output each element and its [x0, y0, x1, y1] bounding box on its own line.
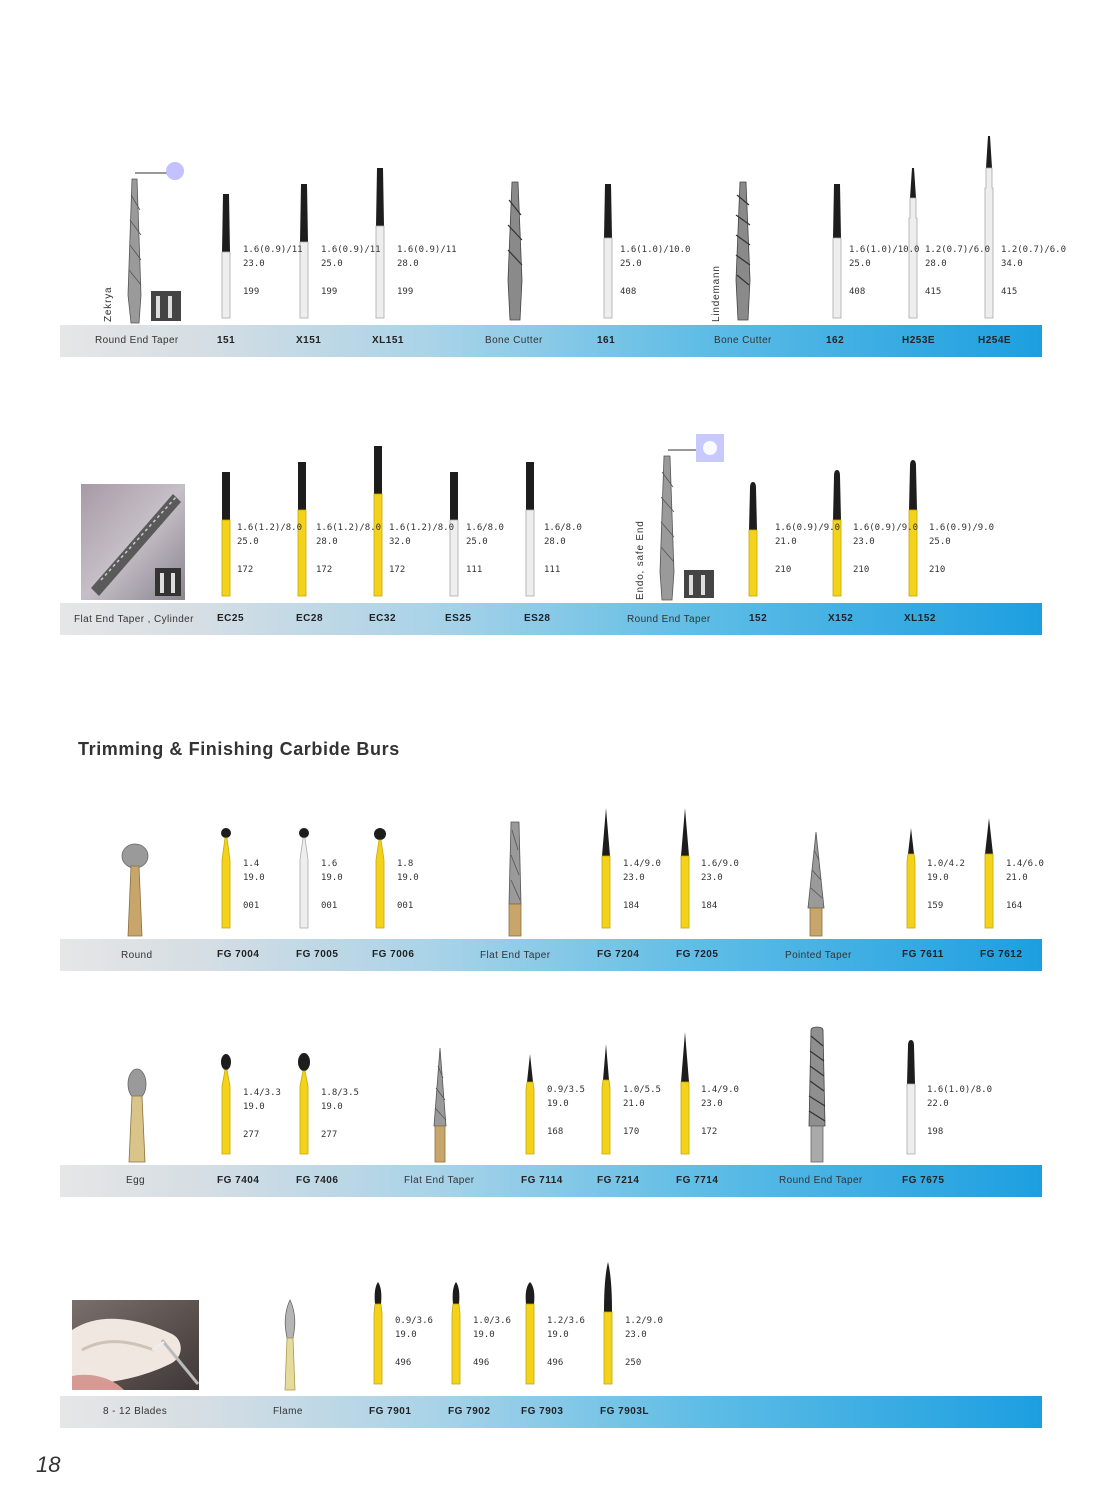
- spec-es25: 1.6/8.0 25.0 111: [466, 523, 504, 575]
- spec-fg7214: 1.0/5.5 21.0 170: [623, 1085, 661, 1137]
- bur-fg7612-image: [981, 816, 997, 930]
- spec-161: 1.6(1.0)/10.0 25.0 408: [620, 245, 691, 297]
- bar-label-bone-cutter-1: Bone Cutter: [485, 335, 543, 346]
- spec-fg7903: 1.2/3.6 19.0 496: [547, 1316, 585, 1368]
- bur-fg7404-image: [218, 1052, 234, 1156]
- code-fg7611: FG 7611: [902, 949, 944, 960]
- spec-fg7006: 1.8 19.0 001: [397, 859, 419, 911]
- spec-ec25: 1.6(1.2)/8.0 25.0 172: [237, 523, 303, 575]
- code-151: 151: [217, 335, 236, 346]
- spec-fg7114: 0.9/3.5 19.0 168: [547, 1085, 585, 1137]
- bone-cutter-image-1: [500, 180, 530, 322]
- round-bur-photo: [116, 842, 156, 938]
- spec-152: 1.6(0.9)/9.0 21.0 210: [775, 523, 841, 575]
- bur-fg7903l-image: [600, 1260, 616, 1386]
- bar-label-round-end-taper-2: Round End Taper: [627, 614, 711, 625]
- bur-es28-image: [522, 460, 538, 598]
- code-xl152: XL152: [904, 613, 936, 624]
- bur-fg7902-image: [448, 1280, 464, 1386]
- category-bar-3: [60, 939, 1042, 971]
- bur-fg7901-image: [370, 1280, 386, 1386]
- code-fg7903l: FG 7903L: [600, 1406, 650, 1417]
- spec-fg7612: 1.4/6.0 21.0 164: [1006, 859, 1044, 911]
- spec-x152: 1.6(0.9)/9.0 23.0 210: [853, 523, 919, 575]
- spec-fg7714: 1.4/9.0 23.0 172: [701, 1085, 739, 1137]
- vertical-label-zekrya: Zekrya: [103, 286, 114, 322]
- round-end-taper-photo: [800, 1026, 834, 1164]
- spec-fg7675: 1.6(1.0)/8.0 22.0 198: [927, 1085, 993, 1137]
- code-fg7114: FG 7114: [521, 1175, 563, 1186]
- flat-end-taper-photo: [81, 484, 185, 600]
- flat-end-taper-photo-1: [502, 820, 528, 938]
- bur-fg7204-image: [598, 806, 614, 930]
- egg-bur-photo: [120, 1068, 154, 1164]
- pointed-taper-photo: [802, 830, 830, 938]
- bone-cutter-image-2: [728, 180, 758, 322]
- code-es28: ES28: [524, 613, 551, 624]
- bur-fg7214-image: [598, 1042, 614, 1156]
- code-fg7901: FG 7901: [369, 1406, 412, 1417]
- bar-label-egg: Egg: [126, 1175, 145, 1186]
- bur-fg7714-image: [677, 1030, 693, 1156]
- bur-152-image: [745, 480, 761, 598]
- spec-fg7901: 0.9/3.6 19.0 496: [395, 1316, 433, 1368]
- bur-fg7903-image: [522, 1280, 538, 1386]
- bur-fg7004-image: [218, 826, 234, 930]
- bur-fg7675-image: [903, 1038, 919, 1156]
- spec-fg7406: 1.8/3.5 19.0 277: [321, 1088, 359, 1140]
- code-fg7612: FG 7612: [980, 949, 1023, 960]
- code-xl151: XL151: [372, 335, 404, 346]
- spec-fg7611: 1.0/4.2 19.0 159: [927, 859, 965, 911]
- code-fg7006: FG 7006: [372, 949, 415, 960]
- section-title: Trimming & Finishing Carbide Burs: [78, 739, 400, 759]
- code-fg7903: FG 7903: [521, 1406, 564, 1417]
- bur-fg7006-image: [372, 826, 388, 930]
- bur-ec25-image: [218, 470, 234, 598]
- bar-label-round-end-taper: Round End Taper: [95, 335, 179, 346]
- spec-fg7404: 1.4/3.3 19.0 277: [243, 1088, 281, 1140]
- code-ec25: EC25: [217, 613, 245, 624]
- bur-fg7205-image: [677, 806, 693, 930]
- spec-fg7005: 1.6 19.0 001: [321, 859, 343, 911]
- code-fg7404: FG 7404: [217, 1175, 260, 1186]
- spec-h253e: 1.2(0.7)/6.0 28.0 415: [925, 245, 991, 297]
- spec-fg7205: 1.6/9.0 23.0 184: [701, 859, 739, 911]
- zekrya-bur-image: [115, 155, 195, 325]
- spec-fg7204: 1.4/9.0 23.0 184: [623, 859, 661, 911]
- spec-fg7004: 1.4 19.0 001: [243, 859, 265, 911]
- spec-ec32: 1.6(1.2)/8.0 32.0 172: [389, 523, 455, 575]
- bar-label-8-12-blades: 8 - 12 Blades: [103, 1406, 168, 1417]
- bar-label-flat-end-taper: Flat End Taper: [480, 950, 551, 961]
- code-ec28: EC28: [296, 613, 324, 624]
- bur-fg7005-image: [296, 826, 312, 930]
- bur-161-image: [600, 182, 616, 320]
- code-fg7406: FG 7406: [296, 1175, 339, 1186]
- endo-safe-end-bur-image: [652, 432, 732, 602]
- spec-x151: 1.6(0.9)/11 25.0 199: [321, 245, 381, 297]
- code-fg7214: FG 7214: [597, 1175, 640, 1186]
- code-fg7005: FG 7005: [296, 949, 339, 960]
- spec-xl151: 1.6(0.9)/11 28.0 199: [397, 245, 457, 297]
- code-x152: X152: [828, 613, 854, 624]
- category-bar-1: [60, 325, 1042, 357]
- bar-label-flat-end-taper-2: Flat End Taper: [404, 1175, 475, 1186]
- code-152: 152: [749, 613, 768, 624]
- category-bar-2: [60, 603, 1042, 635]
- bur-162-image: [829, 182, 845, 320]
- bar-label-flat-end-taper-cylinder: Flat End Taper , Cylinder: [74, 614, 194, 625]
- bar-label-round-end-taper-3: Round End Taper: [779, 1175, 863, 1186]
- code-fg7675: FG 7675: [902, 1175, 945, 1186]
- bur-fg7406-image: [296, 1052, 312, 1156]
- page-number: 18: [36, 1452, 61, 1477]
- spec-xl152: 1.6(0.9)/9.0 25.0 210: [929, 523, 995, 575]
- code-x151: X151: [296, 335, 322, 346]
- spec-es28: 1.6/8.0 28.0 111: [544, 523, 582, 575]
- code-162: 162: [826, 335, 845, 346]
- code-fg7902: FG 7902: [448, 1406, 491, 1417]
- bar-label-round: Round: [121, 950, 153, 961]
- bur-151-image: [218, 192, 234, 320]
- code-fg7205: FG 7205: [676, 949, 719, 960]
- flat-end-taper-photo-2: [426, 1046, 454, 1164]
- code-es25: ES25: [445, 613, 472, 624]
- flame-bur-photo: [278, 1298, 302, 1392]
- blades-teeth-photo: [72, 1300, 199, 1390]
- code-fg7714: FG 7714: [676, 1175, 719, 1186]
- spec-151: 1.6(0.9)/11 23.0 199: [243, 245, 303, 297]
- code-ec32: EC32: [369, 613, 397, 624]
- bar-label-bone-cutter-2: Bone Cutter: [714, 335, 772, 346]
- code-h253e: H253E: [902, 335, 936, 346]
- code-fg7004: FG 7004: [217, 949, 260, 960]
- code-161: 161: [597, 335, 616, 346]
- vertical-label-endo-safe-end: Endo, safe End: [635, 520, 646, 600]
- spec-ec28: 1.6(1.2)/8.0 28.0 172: [316, 523, 382, 575]
- bur-fg7114-image: [522, 1052, 538, 1156]
- spec-162: 1.6(1.0)/10.0 25.0 408: [849, 245, 920, 297]
- spec-fg7903l: 1.2/9.0 23.0 250: [625, 1316, 663, 1368]
- vertical-label-lindemann: Lindemann: [711, 265, 722, 322]
- code-fg7204: FG 7204: [597, 949, 640, 960]
- bar-label-flame: Flame: [273, 1406, 303, 1417]
- spec-fg7902: 1.0/3.6 19.0 496: [473, 1316, 511, 1368]
- spec-h254e: 1.2(0.7)/6.0 34.0 415: [1001, 245, 1067, 297]
- bar-label-pointed-taper: Pointed Taper: [785, 950, 852, 961]
- code-h254e: H254E: [978, 335, 1012, 346]
- bur-fg7611-image: [903, 826, 919, 930]
